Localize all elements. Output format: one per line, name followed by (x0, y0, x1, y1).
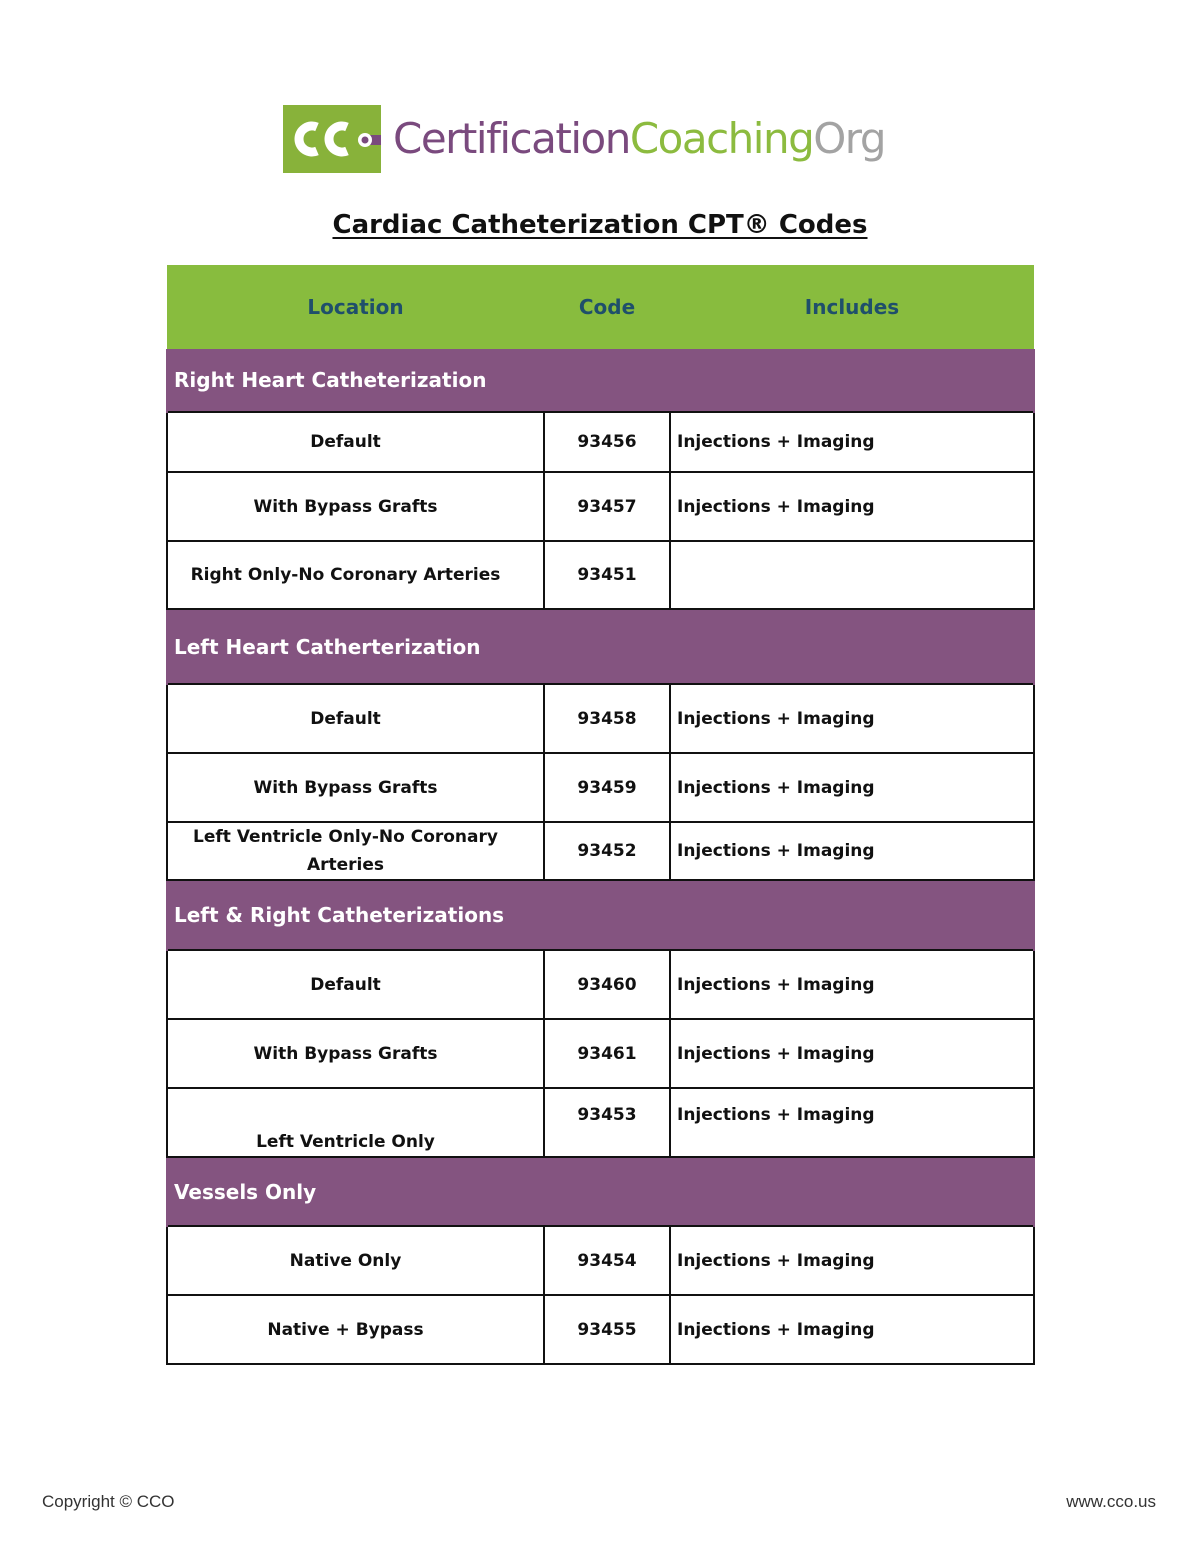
section-title: Left Heart Catherterization (167, 609, 1034, 684)
row-code: 93459 (544, 753, 670, 822)
section-title: Left & Right Catheterizations (167, 880, 1034, 950)
header-location: Location (167, 265, 544, 349)
row-includes: Injections + Imaging (670, 753, 1034, 822)
brand-name (393, 105, 885, 173)
row-location: Default (167, 412, 544, 472)
logo-mark-icon (283, 105, 381, 173)
table-row (167, 1019, 1034, 1088)
row-location: Default (167, 950, 544, 1019)
table-row (167, 1226, 1034, 1295)
row-location: Native Only (167, 1226, 544, 1295)
row-code: 93458 (544, 684, 670, 753)
row-includes: Injections + Imaging (670, 1295, 1034, 1364)
row-code: 93460 (544, 950, 670, 1019)
row-includes: Injections + Imaging (670, 950, 1034, 1019)
header-code: Code (544, 265, 670, 349)
brand-name-part2: Coaching (629, 114, 814, 163)
section-row-vessels (167, 1157, 1034, 1226)
table-row (167, 822, 1034, 880)
row-location: Right Only-No Coronary Arteries (167, 541, 544, 609)
page-title-text: Cardiac Catheterization CPT® Codes (332, 210, 868, 240)
table-row (167, 1088, 1034, 1157)
row-code: 93451 (544, 541, 670, 609)
row-location: Left Ventricle Only (167, 1088, 544, 1157)
table-row (167, 412, 1034, 472)
row-location: With Bypass Grafts (167, 472, 544, 541)
row-code: 93454 (544, 1226, 670, 1295)
header-includes: Includes (670, 265, 1034, 349)
row-location: Left Ventricle Only-No Coronary Arteries (167, 822, 544, 880)
row-includes: Injections + Imaging (670, 412, 1034, 472)
row-location: With Bypass Grafts (167, 1019, 544, 1088)
page-title (0, 210, 1200, 240)
row-includes (670, 541, 1034, 609)
table-row (167, 753, 1034, 822)
row-code: 93455 (544, 1295, 670, 1364)
table-header-row (167, 265, 1034, 349)
section-row-left-right (167, 880, 1034, 950)
row-includes: Injections + Imaging (670, 472, 1034, 541)
section-title: Vessels Only (167, 1157, 1034, 1226)
row-includes: Injections + Imaging (670, 822, 1034, 880)
row-code: 93461 (544, 1019, 670, 1088)
row-code: 93452 (544, 822, 670, 880)
brand-name-part3: Org (813, 114, 885, 163)
row-location: Default (167, 684, 544, 753)
table-row (167, 684, 1034, 753)
section-title: Right Heart Catheterization (167, 349, 1034, 412)
row-location: Native + Bypass (167, 1295, 544, 1364)
section-row-left-heart (167, 609, 1034, 684)
table-row (167, 472, 1034, 541)
table-row (167, 950, 1034, 1019)
row-includes: Injections + Imaging (670, 1019, 1034, 1088)
row-code: 93453 (544, 1088, 670, 1157)
cpt-codes-table (166, 265, 1035, 1365)
row-location: With Bypass Grafts (167, 753, 544, 822)
row-code: 93456 (544, 412, 670, 472)
brand-name-part1: Certification (393, 114, 630, 163)
row-includes: Injections + Imaging (670, 1226, 1034, 1295)
brand-logo (283, 105, 885, 173)
section-row-right-heart (167, 349, 1034, 412)
footer-website: www.cco.us (1066, 1492, 1156, 1511)
row-includes: Injections + Imaging (670, 684, 1034, 753)
row-includes: Injections + Imaging (670, 1088, 1034, 1157)
table-row (167, 1295, 1034, 1364)
table-row (167, 541, 1034, 609)
footer-copyright: Copyright © CCO (42, 1492, 175, 1511)
row-code: 93457 (544, 472, 670, 541)
